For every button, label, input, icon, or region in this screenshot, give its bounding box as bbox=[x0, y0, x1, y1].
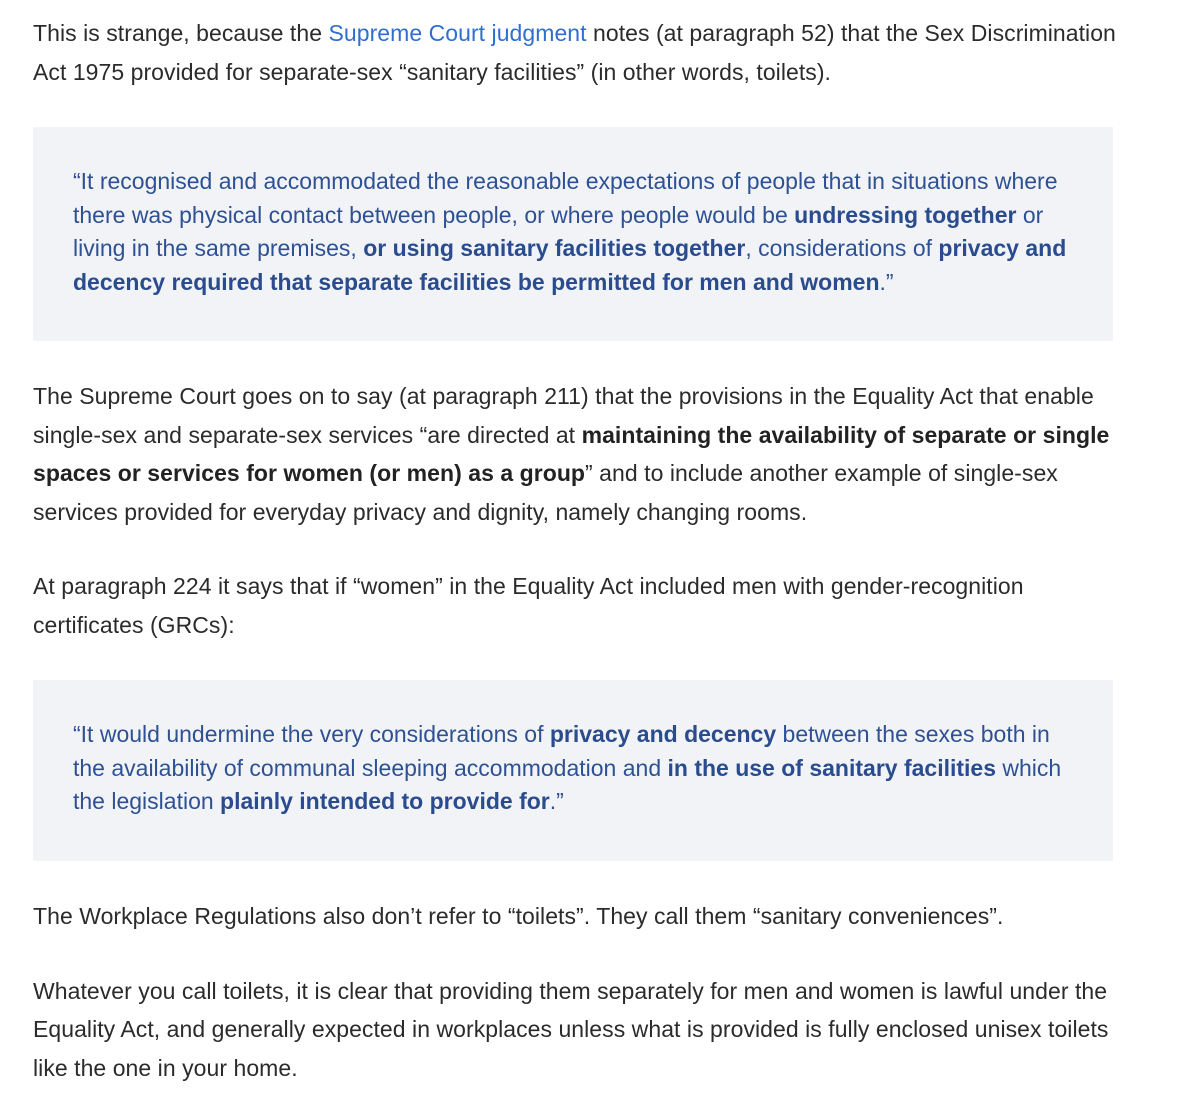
quote-text: “It recognised and accommodated the reasonable expectations of people that in situations where there was physical contact between people, or where people would be bbox=[73, 168, 1058, 228]
blockquote-paragraph-52 bbox=[33, 127, 1113, 341]
quote-emphasis: in the use of sanitary facilities bbox=[667, 754, 996, 781]
paragraph-supreme-court-judgment bbox=[33, 14, 1133, 91]
blockquote-paragraph-224 bbox=[33, 680, 1113, 861]
quote-text: or living in the same premises, bbox=[73, 201, 1044, 261]
quote-emphasis: undressing together bbox=[794, 201, 1017, 228]
quote-text: .” bbox=[879, 268, 894, 295]
quote-text: “It would undermine the very considerations of bbox=[73, 721, 550, 747]
quote-emphasis: privacy and decency bbox=[549, 721, 777, 747]
quote-text: .” bbox=[549, 788, 564, 814]
paragraph-workplace-regulations: The Workplace Regulations also don’t refer to “toilets”. They call them “sanitary conveniences”. bbox=[33, 903, 1004, 929]
quote-emphasis: or using sanitary facilities together bbox=[363, 235, 746, 261]
paragraph-emphasis: maintaining the availability of separate or single spaces or services for women (or men) as a group bbox=[33, 421, 1110, 486]
article-body bbox=[33, 14, 1133, 1087]
quote-emphasis: plainly intended to provide for bbox=[220, 788, 550, 814]
quote-text: between the sexes both in the availability of communal sleeping accommodation and bbox=[73, 721, 1050, 781]
paragraph-224: At paragraph 224 it says that if “women” in the Equality Act included men with gender-recognition certificates (GRCs): bbox=[33, 573, 1024, 638]
quote-text: , considerations of bbox=[745, 235, 939, 261]
supreme-court-judgment-link[interactable]: Supreme Court judgment bbox=[328, 20, 587, 46]
paragraph-text: The Supreme Court goes on to say (at paragraph 211) that the provisions in the Equality Act that enable single-sex and separate-sex services “are directed at bbox=[33, 383, 1094, 448]
paragraph-211 bbox=[33, 377, 1133, 531]
paragraph-text: notes (at paragraph 52) that the Sex Discrimination Act 1975 provided for separate-sex “sanitary facilities” (in other words, toilets). bbox=[33, 20, 1116, 85]
paragraph-text: ” and to include another example of single-sex services provided for everyday privacy and dignity, namely changing rooms. bbox=[33, 460, 1058, 525]
quote-text: which the legislation bbox=[73, 754, 1062, 814]
paragraph-conclusion: Whatever you call toilets, it is clear that providing them separately for men and women is lawful under the Equality Act, and generally expected in workplaces unless what is provided is fully enclosed unisex toilets like the one in your home. bbox=[33, 977, 1109, 1081]
paragraph-text: This is strange, because the bbox=[33, 20, 329, 46]
quote-emphasis: privacy and decency required that separate facilities be permitted for men and women bbox=[73, 235, 1067, 295]
